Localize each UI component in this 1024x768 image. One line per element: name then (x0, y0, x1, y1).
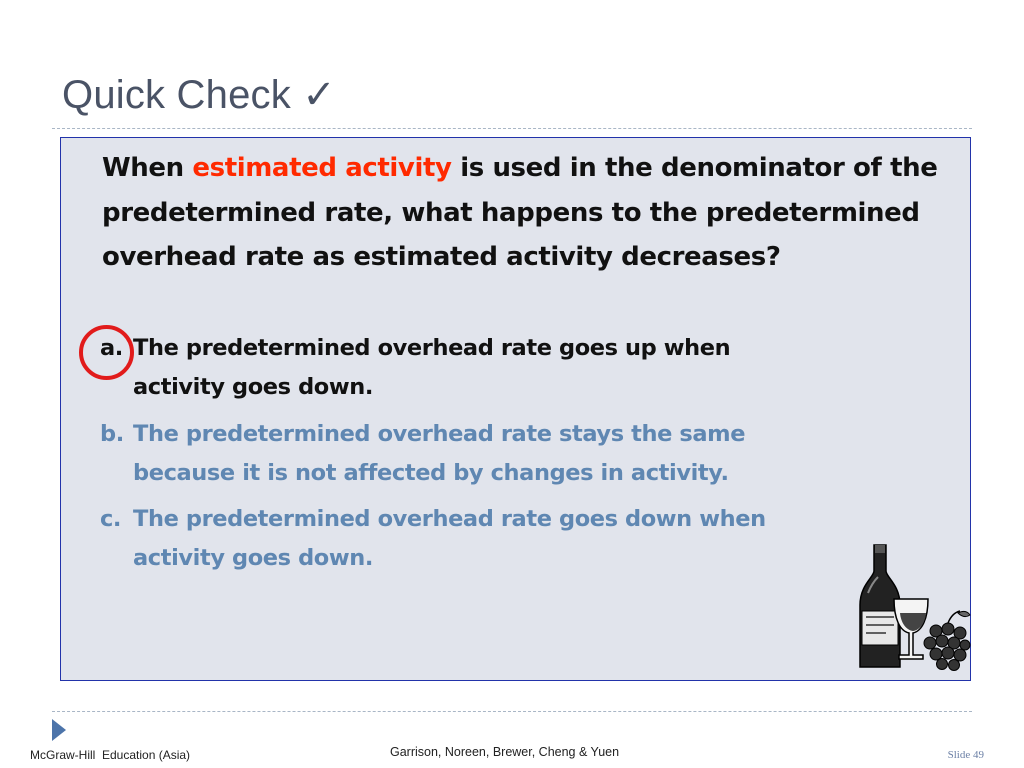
option-text-line2: activity goes down. (133, 373, 373, 400)
answer-circle-marker (79, 325, 134, 380)
option-text-line1: The predetermined overhead rate goes up when (133, 335, 731, 361)
option-b[interactable] (100, 415, 920, 492)
slide-title: Quick Check ✓ (62, 73, 336, 117)
footer-divider (52, 711, 972, 712)
footer-authors: Garrison, Noreen, Brewer, Cheng & Yuen (390, 745, 620, 759)
question-text (102, 146, 942, 280)
slide-number: Slide 49 (947, 749, 984, 761)
title-divider (52, 128, 972, 129)
footer-publisher: McGraw-Hill Education (Asia) (30, 748, 191, 762)
question-part2: is used in the denominator of the predetermined rate, what happens to the predetermined overhead rate as estimated activity decreases? (102, 153, 938, 272)
option-letter: a. (100, 335, 123, 361)
option-letter: b. (100, 421, 124, 447)
option-a[interactable] (100, 329, 920, 406)
option-text-line1: The predetermined overhead rate stays the same (133, 421, 746, 447)
option-text-line2: activity goes down. (133, 544, 373, 571)
play-arrow-icon[interactable] (52, 719, 66, 741)
option-text-line2: because it is not affected by changes in activity. (133, 459, 729, 486)
option-c[interactable] (100, 500, 920, 577)
question-part1: When (102, 153, 193, 183)
wine-bottle-glass-grapes-icon (854, 543, 972, 673)
option-letter: c. (100, 506, 122, 532)
question-highlight: estimated activity (192, 153, 452, 183)
option-text-line1: The predetermined overhead rate goes down when (133, 506, 766, 532)
